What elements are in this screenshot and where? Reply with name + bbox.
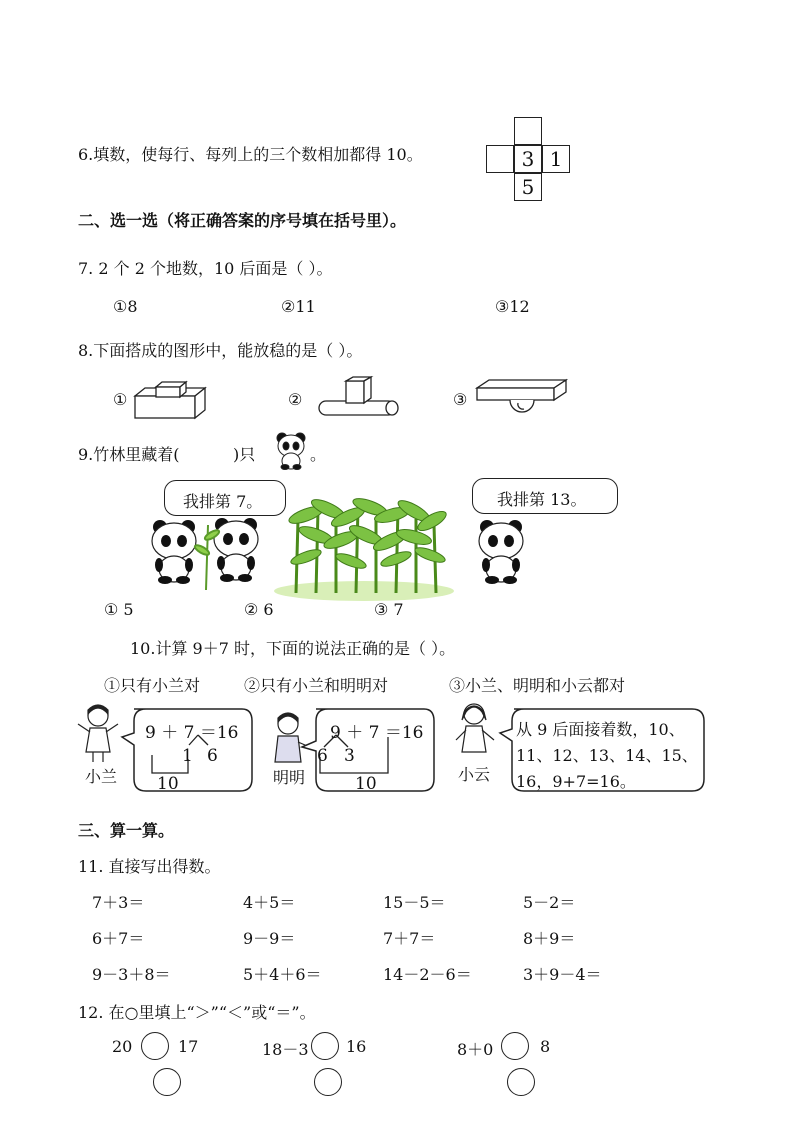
compare-right-3: 8 bbox=[540, 1037, 551, 1056]
mingming-equation: 9 ＋ 7 ＝16 bbox=[330, 723, 424, 743]
problem: 14－2－6＝ bbox=[383, 965, 472, 984]
compare-circle-5[interactable] bbox=[314, 1068, 342, 1096]
q10-text: 10.计算 9＋7 时，下面的说法正确的是（ ）。 bbox=[130, 639, 456, 658]
q11-text: 11. 直接写出得数。 bbox=[78, 857, 221, 876]
q7-option-2: ②11 bbox=[281, 297, 316, 316]
name-mingming: 明明 bbox=[273, 768, 306, 787]
compare-right-2: 16 bbox=[346, 1037, 367, 1056]
compare-left-1: 20 bbox=[112, 1037, 133, 1056]
q10-option-2: ②只有小兰和明明对 bbox=[244, 676, 389, 695]
q7-option-1: ①8 bbox=[113, 297, 138, 316]
problem: 9－9＝ bbox=[243, 929, 296, 948]
compare-circle-2[interactable] bbox=[311, 1032, 339, 1060]
q7-text: 7. 2 个 2 个地数，10 后面是（ ）。 bbox=[78, 259, 333, 278]
problem: 3＋9－4＝ bbox=[523, 965, 602, 984]
problem: 4＋5＝ bbox=[243, 893, 296, 912]
problem: 7＋7＝ bbox=[383, 929, 436, 948]
grid-cell-center: 3 bbox=[514, 145, 542, 173]
q8-text: 8.下面搭成的图形中，能放稳的是（ ）。 bbox=[78, 341, 363, 360]
q8-label-2: ② bbox=[288, 390, 303, 409]
q9-option-3: ③ 7 bbox=[374, 600, 404, 619]
xiaoyun-line2: 11、12、13、14、15、 bbox=[516, 746, 698, 765]
q9-text-end: 。 bbox=[310, 445, 327, 464]
girl-xiaoyun-figure bbox=[452, 700, 500, 758]
q9-option-1: ① 5 bbox=[104, 600, 134, 619]
q12-text: 12. 在○里填上“＞”“＜”或“＝”。 bbox=[78, 1003, 316, 1022]
q7-option-3: ③12 bbox=[495, 297, 530, 316]
q8-label-3: ③ bbox=[453, 390, 468, 409]
q8-label-1: ① bbox=[113, 390, 128, 409]
problem: 9－3＋8＝ bbox=[92, 965, 171, 984]
xiaoyun-line1: 从 9 后面接着数，10、 bbox=[516, 720, 685, 739]
section3-title: 三、算一算。 bbox=[78, 821, 175, 840]
compare-left-3: 8＋0 bbox=[457, 1040, 494, 1059]
problem: 6＋7＝ bbox=[92, 929, 145, 948]
q9-text-after: )只 bbox=[233, 445, 256, 464]
xiaolan-split-a: 1 bbox=[182, 746, 193, 766]
xiaolan-split-b: 6 bbox=[207, 746, 218, 766]
name-xiaoyun: 小云 bbox=[458, 765, 491, 784]
compare-left-2: 18－3 bbox=[262, 1040, 309, 1059]
q9-text-before: 9.竹林里藏着( bbox=[78, 445, 180, 464]
mingming-split-a: 6 bbox=[317, 746, 328, 766]
mingming-split-b: 3 bbox=[344, 746, 355, 766]
grid-cell-left[interactable] bbox=[486, 145, 514, 173]
grid-cell-right: 1 bbox=[542, 145, 570, 173]
q10-option-3: ③小兰、明明和小云都对 bbox=[449, 676, 626, 695]
problem: 5＋4＋6＝ bbox=[243, 965, 322, 984]
compare-circle-4[interactable] bbox=[153, 1068, 181, 1096]
q10-option-1: ①只有小兰对 bbox=[104, 676, 201, 695]
panda-small-icon bbox=[273, 430, 309, 470]
problem: 5－2＝ bbox=[523, 893, 576, 912]
section2-title: 二、选一选（将正确答案的序号填在括号里）。 bbox=[78, 211, 407, 230]
xiaoyun-line3: 16，9+7=16。 bbox=[516, 772, 636, 791]
compare-right-1: 17 bbox=[178, 1037, 199, 1056]
q6-text: 6.填数，使每行、每列上的三个数相加都得 10。 bbox=[78, 145, 423, 164]
xiaolan-sum: 10 bbox=[157, 774, 179, 794]
mingming-sum: 10 bbox=[355, 774, 377, 794]
compare-circle-6[interactable] bbox=[507, 1068, 535, 1096]
compare-circle-3[interactable] bbox=[501, 1032, 529, 1060]
problem: 7＋3＝ bbox=[92, 893, 145, 912]
girl-xiaolan-figure bbox=[74, 702, 122, 764]
shape-board-ball bbox=[474, 374, 574, 422]
bubble-right-text: 我排第 13。 bbox=[497, 490, 587, 509]
q9-option-2: ② 6 bbox=[244, 600, 274, 619]
bubble-left-text: 我排第 7。 bbox=[183, 492, 263, 511]
shape-cylinder-base bbox=[316, 374, 406, 422]
panda-bamboo-illustration bbox=[146, 495, 526, 605]
shape-box-stack bbox=[130, 374, 210, 422]
grid-cell-bottom: 5 bbox=[514, 173, 542, 201]
grid-cell-top[interactable] bbox=[514, 117, 542, 145]
compare-circle-1[interactable] bbox=[141, 1032, 169, 1060]
name-xiaolan: 小兰 bbox=[85, 767, 118, 786]
problem: 15－5＝ bbox=[383, 893, 446, 912]
xiaolan-equation: 9 ＋ 7 ＝16 bbox=[145, 723, 239, 743]
problem: 8＋9＝ bbox=[523, 929, 576, 948]
